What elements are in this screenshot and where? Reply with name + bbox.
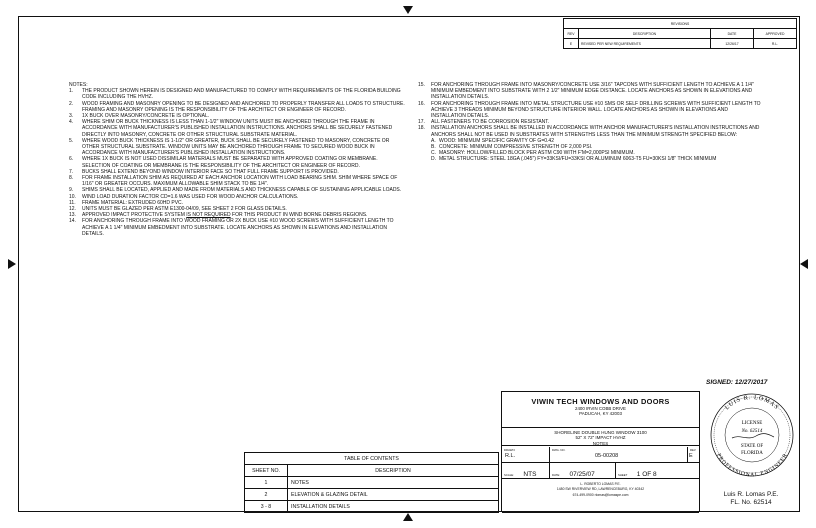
note-text: FOR FRAME INSTALLATION SHIM AS REQUIRED AT EACH ANCHOR LOCATION WITH LOAD BEARING SHIM. SHIM WHERE SPACE OF 1/16" OR GREATER OCCURS. MAXIMUM ALLOWABLE SHIM STACK TO BE 1/4". bbox=[82, 175, 398, 188]
revisions-title: REVISIONS bbox=[564, 19, 797, 29]
seal-bottom: PROFESSIONAL ENGINEER bbox=[715, 452, 789, 479]
substrate-text: WOOD: MINIMUM SPECIFIC GRAVITY OF G=0.42 bbox=[439, 137, 554, 144]
note-number: 10. bbox=[69, 193, 76, 200]
note-number: 6. bbox=[69, 156, 74, 163]
note-item bbox=[69, 119, 405, 138]
substrate-item bbox=[418, 156, 761, 162]
drawn-cell bbox=[502, 447, 550, 462]
note-item bbox=[69, 138, 405, 157]
dwg-cell bbox=[550, 447, 688, 462]
toc-description-header: DESCRIPTION bbox=[288, 465, 499, 477]
table-row bbox=[245, 501, 499, 513]
drawn-value: R.L. bbox=[505, 453, 516, 459]
company-address-2: PADUCAH, KY 42003 bbox=[579, 411, 622, 417]
date-label: DATE: bbox=[552, 473, 561, 477]
center-mark-right-icon bbox=[800, 259, 808, 269]
note-text: INSTALLATION ANCHORS SHALL BE INSTALLED IN ACCORDANCE WITH ANCHOR MANUFACTURER'S INSTALLATION INSTRUCTIONS AND ANCHORS SHALL NOT BE USED IN SUBSTRATES WITH STRENGTHS LESS THAN THE MINIMUM STRENGTH SPECIFIED BELOW: bbox=[431, 125, 760, 138]
note-text: FRAME MATERIAL: EXTRUDED 60HD PVC. bbox=[82, 199, 184, 206]
note-item bbox=[418, 125, 761, 137]
sheet-cell bbox=[616, 463, 700, 478]
table-row bbox=[245, 477, 499, 489]
note-number: 3. bbox=[69, 113, 74, 120]
note-text: THE PRODUCT SHOWN HEREIN IS DESIGNED AND MANUFACTURED TO COMPLY WITH REQUIREMENTS OF THE FLORIDA BUILDING CODE INCLUDING THE HVHZ. bbox=[82, 88, 401, 101]
note-item bbox=[69, 88, 405, 100]
approved-header: APPROVED bbox=[754, 29, 797, 39]
rev-value: E bbox=[689, 453, 693, 459]
note-number: 4. bbox=[69, 119, 74, 126]
product-size: 52" X 72" IMPACT HVHZ bbox=[575, 435, 626, 441]
note-text: WOOD FRAMING AND MASONRY OPENING TO BE DESIGNED AND ANCHORED TO PROPERLY TRANSFER ALL LOADS TO STRUCTURE. FRAMING AND MASONRY OPENING IS THE RESPONSIBILITY OF THE ARCHITECT OR ENGINEER OF RECORD. bbox=[82, 100, 405, 113]
note-number: 1. bbox=[69, 88, 74, 95]
pe-stamp bbox=[722, 491, 780, 507]
svg-text:LUIS R. LOMAS bbox=[724, 395, 779, 411]
toc-sheet: 2 bbox=[245, 489, 288, 501]
note-item bbox=[69, 175, 405, 187]
svg-text:PROFESSIONAL ENGINEER bbox=[715, 453, 789, 479]
sheet-value: 1 OF 8 bbox=[636, 471, 657, 478]
toc-title: TABLE OF CONTENTS bbox=[245, 453, 499, 465]
note-number: 5. bbox=[69, 137, 74, 144]
toc-sheet: 3 - 8 bbox=[245, 501, 288, 513]
notes-title: NOTES: bbox=[69, 82, 88, 88]
revision-date: 12/26/17 bbox=[711, 39, 754, 49]
scale-label: SCALE: bbox=[504, 473, 514, 477]
note-number: 9. bbox=[69, 187, 74, 194]
note-text: FOR ANCHORING THROUGH FRAME INTO MASONRY/CONCRETE USE 3/16" TAPCONS WITH SUFFICIENT LENGTH TO ACHIEVE A 1 1/4" MINIMUM EMBEDMENT INTO SUBSTRATE WITH 2 1/2" MINIMUM EDGE DISTANCE. LOCATE ANCHORS AS SHOWN IN ELEVATIONS AND INSTALLATION DETAILS. bbox=[431, 82, 754, 101]
note-item bbox=[69, 218, 405, 237]
seal-license-number: No. 62514 bbox=[741, 429, 763, 434]
toc-description: ELEVATION & GLAZING DETAIL bbox=[288, 489, 499, 501]
engineer-contact: 674-499-0900 rlomas@lomaspe.com bbox=[572, 492, 629, 497]
note-text: UNITS MUST BE GLAZED PER ASTM E1300-04/09, SEE SHEET 2 FOR GLASS DETAILS. bbox=[82, 206, 287, 213]
substrate-letter: A. bbox=[431, 137, 436, 144]
sheet-title: NOTES bbox=[592, 440, 609, 446]
note-text: WHERE WOOD BUCK THICKNESS IS 1-1/2" OR GREATER, BUCK SHALL BE SECURELY FASTENED TO MASONRY, CONCRETE OR OTHER STRUCTURAL SUBSTRATE. WINDOW UNITS MAY BE ANCHORED THROUGH FRAME TO SECURED WOOD BUCK IN ACCORDANCE WITH MANUFACTURER'S PUBLISHED INSTALLATION INSTRUCTIONS. bbox=[82, 137, 390, 157]
notes-left-column bbox=[69, 82, 405, 237]
note-number: 2. bbox=[69, 100, 74, 107]
note-item bbox=[69, 156, 405, 168]
company-name: VIWIN TECH WINDOWS AND DOORS bbox=[531, 397, 670, 406]
substrate-text: CONCRETE: MINIMUM COMPRESSIVE STRENGTH OF 2,000 PSI. bbox=[439, 144, 593, 151]
note-number: 7. bbox=[69, 168, 74, 175]
note-number: 16. bbox=[418, 100, 425, 107]
seal-name: LUIS R. LOMAS bbox=[724, 394, 780, 412]
note-number: 12. bbox=[69, 206, 76, 213]
note-text: ALL FASTENERS TO BE CORROSION RESISTANT. bbox=[431, 119, 550, 126]
note-text: WHERE SHIM OR BUCK THICKNESS IS LESS THAN 1-1/2" WINDOW UNITS MUST BE ANCHORED THROUGH THE FRAME IN ACCORDANCE WITH MANUFACTURER'S PUBLISHED INSTALLATION INSTRUCTIONS. ANCHORS SHALL BE SECURELY FASTENED DIRECTLY INTO MASONRY, CONCRETE OR OTHER STRUCTURAL SUBSTRATE MATERIAL. bbox=[82, 119, 393, 138]
engineer-name: L. ROBERTO LOMAS P.E. bbox=[580, 482, 621, 486]
rev-cell bbox=[688, 447, 700, 462]
scale-value: NTS bbox=[523, 471, 537, 478]
dwg-value: 05-00208 bbox=[595, 453, 619, 459]
description-header: DESCRIPTION bbox=[579, 29, 711, 39]
title-block bbox=[501, 391, 700, 512]
scale-cell bbox=[502, 463, 550, 478]
seal-state-name: FLORIDA bbox=[741, 451, 763, 456]
table-of-contents bbox=[244, 452, 499, 513]
date-header: DATE bbox=[711, 29, 754, 39]
note-item bbox=[69, 101, 405, 113]
revision-letter: E bbox=[564, 39, 579, 49]
seal-state: STATE OF bbox=[740, 444, 764, 449]
note-text-pre: APPROVED IMPACT PROTECTIVE SYSTEM bbox=[82, 212, 187, 219]
toc-description: INSTALLATION DETAILS bbox=[288, 501, 499, 513]
table-row bbox=[245, 489, 499, 501]
date-value: 07/25/07 bbox=[569, 471, 595, 478]
sheet-label: SHEET bbox=[618, 473, 628, 477]
note-text-post: FOR THIS PRODUCT IN WIND BORNE DEBRIS REGIONS. bbox=[230, 212, 368, 219]
note-number: 18. bbox=[418, 125, 425, 132]
note-text: FOR ANCHORING THROUGH FRAME INTO WOOD FRAMING OR 2X BUCK USE #10 WOOD SCREWS WITH SUFFICIENT LENGTH TO ACHIEVE A 1 1/4" MINIMUM EMBEDMENT INTO SUBSTRATE. LOCATE ANCHORS AS SHOWN IN ELEVATIONS AND INSTALLATION DETAILS. bbox=[82, 218, 394, 237]
center-mark-left-icon bbox=[8, 259, 16, 269]
company-block bbox=[502, 392, 699, 428]
date-cell bbox=[550, 463, 616, 478]
note-number: 15. bbox=[418, 82, 425, 88]
note-text: WHERE 1X BUCK IS NOT USED DISSIMILAR MATERIALS MUST BE SEPARATED WITH APPROVED COATING OR MEMBRANE. SELECTION OF COATING OR MEMBRANE IS THE RESPONSIBILITY OF THE ARCHITECT OR ENGINEER OF RECORD. bbox=[82, 156, 378, 169]
revision-row bbox=[564, 39, 797, 49]
revision-description: REVISED PER NEW REQUIREMENTS bbox=[579, 39, 711, 49]
drawing-info-row bbox=[502, 447, 699, 463]
rev-label: REV bbox=[690, 448, 696, 452]
note-text-underlined: IS NOT REQUIRED bbox=[186, 212, 231, 219]
pe-name: Luis R. Lomas P.E. bbox=[723, 491, 779, 498]
note-number: 13. bbox=[69, 212, 76, 219]
seal-license-label: LICENSE bbox=[741, 421, 763, 426]
substrate-letter: D. bbox=[431, 156, 436, 163]
notes-right-column bbox=[418, 82, 761, 163]
substrate-text: MASONRY: HOLLOW/FILLED BLOCK PER ASTM C90 WITH F'M=2,000PSI MINIMUM. bbox=[439, 150, 635, 157]
product-block bbox=[502, 428, 699, 446]
note-text: BUCKS SHALL EXTEND BEYOND WINDOW INTERIOR FACE SO THAT FULL FRAME SUPPORT IS PROVIDED. bbox=[82, 168, 339, 175]
product-name: SHORELINE DOUBLE HUNG WINDOW 3100 bbox=[554, 430, 647, 435]
note-text: SHIMS SHALL BE LOCATED, APPLIED AND MADE FROM MATERIALS AND THICKNESS CAPABLE OF SUSTAINING APPLICABLE LOADS. bbox=[82, 187, 402, 194]
rev-header: REV bbox=[564, 29, 579, 39]
company-address-1: 2400 IRVIN COBB DRIVE bbox=[575, 406, 626, 411]
revisions-table bbox=[563, 18, 797, 49]
note-number: 14. bbox=[69, 218, 76, 225]
toc-sheet-header: SHEET NO. bbox=[245, 465, 288, 477]
note-text: FOR ANCHORING THROUGH FRAME INTO METAL STRUCTURE USE #10 SMS OR SELF DRILLING SCREWS WITH SUFFICIENT LENGTH TO ACHIEVE 3 THREADS MINIMUM BEYOND STRUCTURE INTERIOR WALL. LOCATE ANCHORS AS SHOWN IN ELEVATIONS AND INSTALLATION DETAILS. bbox=[431, 100, 761, 120]
revision-approved: R.L. bbox=[754, 39, 797, 49]
note-number: 11. bbox=[69, 199, 76, 206]
scale-info-row bbox=[502, 463, 699, 479]
signed-date: SIGNED: 12/27/2017 bbox=[706, 379, 768, 386]
substrate-letter: B. bbox=[431, 144, 436, 151]
substrate-text: METAL STRUCTURE: STEEL 18GA (.045") FY=33KSI/FU=33KSI OR ALUMINUM 6063-T5 FU=30KSI 1/8" THICK MINIMUM bbox=[439, 156, 717, 163]
toc-description: NOTES bbox=[288, 477, 499, 489]
substrate-letter: C. bbox=[431, 150, 436, 157]
center-mark-bottom-icon bbox=[403, 513, 413, 521]
engineer-block bbox=[502, 479, 699, 513]
note-text: 1X BUCK OVER MASONRY/CONCRETE IS OPTIONAL. bbox=[82, 113, 210, 120]
note-number: 17. bbox=[418, 119, 425, 126]
note-item bbox=[418, 82, 761, 101]
toc-sheet: 1 bbox=[245, 477, 288, 489]
note-item bbox=[418, 101, 761, 120]
drawn-label: DRAWN: bbox=[504, 448, 516, 452]
note-number: 8. bbox=[69, 175, 74, 182]
note-text: WIND LOAD DURATION FACTOR CD=1.6 WAS USED FOR WOOD ANCHOR CALCULATIONS. bbox=[82, 193, 299, 200]
center-mark-top-icon bbox=[403, 6, 413, 14]
pe-number: FL. No. 62514 bbox=[730, 498, 772, 506]
dwg-label: DWG. NO. bbox=[552, 448, 566, 452]
engineer-address: 1480 SW RIVERVIEW RD, LAWRENCEBURG, KY 40342 bbox=[556, 487, 645, 492]
